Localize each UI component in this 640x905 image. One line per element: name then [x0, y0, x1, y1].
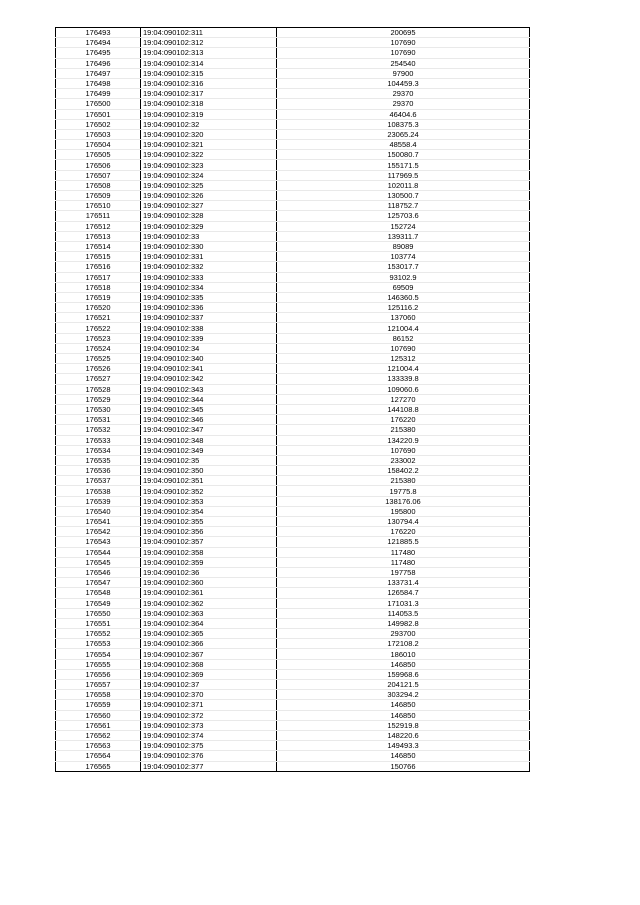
record-id-cell: 176544: [56, 547, 141, 557]
value-cell: 133731.4: [277, 578, 530, 588]
record-id-cell: 176548: [56, 588, 141, 598]
table-row: [56, 89, 530, 99]
table-row: [56, 761, 530, 771]
cadastral-number-cell: 19:04:090102:359: [141, 557, 277, 567]
value-cell: 130794.4: [277, 517, 530, 527]
table-row: [56, 231, 530, 241]
cadastral-number-cell: 19:04:090102:312: [141, 38, 277, 48]
record-id-cell: 176525: [56, 354, 141, 364]
value-cell: 149493.3: [277, 741, 530, 751]
value-cell: 152724: [277, 221, 530, 231]
cadastral-number-cell: 19:04:090102:375: [141, 741, 277, 751]
value-cell: 150080.7: [277, 150, 530, 160]
value-cell: 149982.8: [277, 618, 530, 628]
cadastral-number-cell: 19:04:090102:329: [141, 221, 277, 231]
record-id-cell: 176499: [56, 89, 141, 99]
cadastral-number-cell: 19:04:090102:372: [141, 710, 277, 720]
record-id-cell: 176493: [56, 28, 141, 38]
value-cell: 137060: [277, 313, 530, 323]
value-cell: 107690: [277, 38, 530, 48]
value-cell: 146850: [277, 659, 530, 669]
cadastral-number-cell: 19:04:090102:327: [141, 201, 277, 211]
cadastral-number-cell: 19:04:090102:368: [141, 659, 277, 669]
cadastral-number-cell: 19:04:090102:353: [141, 496, 277, 506]
table-row: [56, 567, 530, 577]
value-cell: 107690: [277, 445, 530, 455]
cadastral-number-cell: 19:04:090102:35: [141, 455, 277, 465]
table-row: [56, 180, 530, 190]
value-cell: 159968.6: [277, 669, 530, 679]
value-cell: 204121.5: [277, 680, 530, 690]
table-row: [56, 425, 530, 435]
value-cell: 29370: [277, 99, 530, 109]
value-cell: 23065.24: [277, 129, 530, 139]
cadastral-number-cell: 19:04:090102:355: [141, 517, 277, 527]
table-row: [56, 404, 530, 414]
value-cell: 48558.4: [277, 140, 530, 150]
cadastral-number-cell: 19:04:090102:351: [141, 476, 277, 486]
value-cell: 153017.7: [277, 262, 530, 272]
cadastral-number-cell: 19:04:090102:337: [141, 313, 277, 323]
value-cell: 158402.2: [277, 466, 530, 476]
record-id-cell: 176562: [56, 730, 141, 740]
record-id-cell: 176546: [56, 567, 141, 577]
table-row: [56, 374, 530, 384]
table-row: [56, 252, 530, 262]
cadastral-number-cell: 19:04:090102:376: [141, 751, 277, 761]
value-cell: 125703.6: [277, 211, 530, 221]
cadastral-number-cell: 19:04:090102:370: [141, 690, 277, 700]
value-cell: 69509: [277, 282, 530, 292]
cadastral-number-cell: 19:04:090102:338: [141, 323, 277, 333]
table-row: [56, 354, 530, 364]
table-row: [56, 506, 530, 516]
value-cell: 97900: [277, 68, 530, 78]
value-cell: 195800: [277, 506, 530, 516]
table-row: [56, 557, 530, 567]
cadastral-number-cell: 19:04:090102:374: [141, 730, 277, 740]
cadastral-number-cell: 19:04:090102:345: [141, 404, 277, 414]
record-id-cell: 176533: [56, 435, 141, 445]
cadastral-number-cell: 19:04:090102:369: [141, 669, 277, 679]
record-id-cell: 176501: [56, 109, 141, 119]
table-row: [56, 588, 530, 598]
cadastral-number-cell: 19:04:090102:344: [141, 394, 277, 404]
table-row: [56, 537, 530, 547]
cadastral-number-cell: 19:04:090102:348: [141, 435, 277, 445]
value-cell: 155171.5: [277, 160, 530, 170]
table-row: [56, 150, 530, 160]
cadastral-number-cell: 19:04:090102:332: [141, 262, 277, 272]
table-row: [56, 303, 530, 313]
value-cell: 303294.2: [277, 690, 530, 700]
record-id-cell: 176520: [56, 303, 141, 313]
cadastral-number-cell: 19:04:090102:362: [141, 598, 277, 608]
value-cell: 121885.5: [277, 537, 530, 547]
table-row: [56, 659, 530, 669]
value-cell: 197758: [277, 567, 530, 577]
record-id-cell: 176553: [56, 639, 141, 649]
cadastral-number-cell: 19:04:090102:346: [141, 415, 277, 425]
table-row: [56, 78, 530, 88]
table-row: [56, 578, 530, 588]
value-cell: 108375.3: [277, 119, 530, 129]
value-cell: 114053.5: [277, 608, 530, 618]
table-row: [56, 608, 530, 618]
value-cell: 215380: [277, 476, 530, 486]
value-cell: 89089: [277, 241, 530, 251]
cadastral-number-cell: 19:04:090102:324: [141, 170, 277, 180]
record-id-cell: 176555: [56, 659, 141, 669]
cadastral-number-cell: 19:04:090102:358: [141, 547, 277, 557]
cadastral-number-cell: 19:04:090102:347: [141, 425, 277, 435]
record-id-cell: 176498: [56, 78, 141, 88]
cadastral-number-cell: 19:04:090102:364: [141, 618, 277, 628]
record-id-cell: 176507: [56, 170, 141, 180]
cadastral-number-cell: 19:04:090102:350: [141, 466, 277, 476]
value-cell: 103774: [277, 252, 530, 262]
value-cell: 150766: [277, 761, 530, 771]
cadastral-number-cell: 19:04:090102:326: [141, 191, 277, 201]
value-cell: 104459.3: [277, 78, 530, 88]
cadastral-number-cell: 19:04:090102:316: [141, 78, 277, 88]
record-id-cell: 176552: [56, 629, 141, 639]
value-cell: 146850: [277, 751, 530, 761]
record-id-cell: 176513: [56, 231, 141, 241]
record-id-cell: 176527: [56, 374, 141, 384]
value-cell: 146360.5: [277, 292, 530, 302]
table-row: [56, 690, 530, 700]
record-id-cell: 176526: [56, 364, 141, 374]
record-id-cell: 176502: [56, 119, 141, 129]
cadastral-number-cell: 19:04:090102:33: [141, 231, 277, 241]
value-cell: 109060.6: [277, 384, 530, 394]
cadastral-number-cell: 19:04:090102:363: [141, 608, 277, 618]
table-row: [56, 272, 530, 282]
table-row: [56, 119, 530, 129]
table-row: [56, 109, 530, 119]
value-cell: 176220: [277, 415, 530, 425]
value-cell: 172108.2: [277, 639, 530, 649]
record-id-cell: 176541: [56, 517, 141, 527]
value-cell: 134220.9: [277, 435, 530, 445]
record-id-cell: 176496: [56, 58, 141, 68]
record-id-cell: 176514: [56, 241, 141, 251]
cadastral-number-cell: 19:04:090102:361: [141, 588, 277, 598]
cadastral-number-cell: 19:04:090102:32: [141, 119, 277, 129]
cadastral-number-cell: 19:04:090102:318: [141, 99, 277, 109]
value-cell: 138176.06: [277, 496, 530, 506]
record-id-cell: 176564: [56, 751, 141, 761]
record-id-cell: 176516: [56, 262, 141, 272]
table-row: [56, 28, 530, 38]
cadastral-number-cell: 19:04:090102:336: [141, 303, 277, 313]
table-row: [56, 700, 530, 710]
table-row: [56, 333, 530, 343]
record-id-cell: 176540: [56, 506, 141, 516]
table-row: [56, 241, 530, 251]
table-row: [56, 99, 530, 109]
data-table: [55, 27, 530, 772]
cadastral-number-cell: 19:04:090102:321: [141, 140, 277, 150]
cadastral-number-cell: 19:04:090102:340: [141, 354, 277, 364]
record-id-cell: 176528: [56, 384, 141, 394]
record-id-cell: 176545: [56, 557, 141, 567]
value-cell: 121004.4: [277, 323, 530, 333]
table-row: [56, 547, 530, 557]
record-id-cell: 176509: [56, 191, 141, 201]
table-row: [56, 455, 530, 465]
cadastral-number-cell: 19:04:090102:330: [141, 241, 277, 251]
table-row: [56, 384, 530, 394]
value-cell: 233002: [277, 455, 530, 465]
value-cell: 46404.6: [277, 109, 530, 119]
table-row: [56, 435, 530, 445]
value-cell: 29370: [277, 89, 530, 99]
value-cell: 19775.8: [277, 486, 530, 496]
table-row: [56, 751, 530, 761]
record-id-cell: 176519: [56, 292, 141, 302]
cadastral-number-cell: 19:04:090102:349: [141, 445, 277, 455]
value-cell: 125116.2: [277, 303, 530, 313]
record-id-cell: 176521: [56, 313, 141, 323]
table-row: [56, 160, 530, 170]
table-row: [56, 191, 530, 201]
table-row: [56, 598, 530, 608]
table-row: [56, 343, 530, 353]
record-id-cell: 176538: [56, 486, 141, 496]
cadastral-number-cell: 19:04:090102:328: [141, 211, 277, 221]
record-id-cell: 176522: [56, 323, 141, 333]
table-row: [56, 211, 530, 221]
table-row: [56, 517, 530, 527]
value-cell: 127270: [277, 394, 530, 404]
value-cell: 293700: [277, 629, 530, 639]
record-id-cell: 176504: [56, 140, 141, 150]
cadastral-number-cell: 19:04:090102:323: [141, 160, 277, 170]
table-row: [56, 741, 530, 751]
table-row: [56, 58, 530, 68]
cadastral-number-cell: 19:04:090102:334: [141, 282, 277, 292]
table-row: [56, 720, 530, 730]
record-id-cell: 176515: [56, 252, 141, 262]
value-cell: 130500.7: [277, 191, 530, 201]
table-row: [56, 486, 530, 496]
table-row: [56, 629, 530, 639]
cadastral-number-cell: 19:04:090102:317: [141, 89, 277, 99]
table-row: [56, 201, 530, 211]
record-id-cell: 176530: [56, 404, 141, 414]
record-id-cell: 176532: [56, 425, 141, 435]
cadastral-number-cell: 19:04:090102:322: [141, 150, 277, 160]
value-cell: 107690: [277, 343, 530, 353]
cadastral-number-cell: 19:04:090102:320: [141, 129, 277, 139]
table-row: [56, 415, 530, 425]
value-cell: 86152: [277, 333, 530, 343]
cadastral-number-cell: 19:04:090102:354: [141, 506, 277, 516]
record-id-cell: 176536: [56, 466, 141, 476]
value-cell: 117480: [277, 547, 530, 557]
cadastral-number-cell: 19:04:090102:315: [141, 68, 277, 78]
record-id-cell: 176500: [56, 99, 141, 109]
cadastral-number-cell: 19:04:090102:377: [141, 761, 277, 771]
table-row: [56, 262, 530, 272]
record-id-cell: 176518: [56, 282, 141, 292]
record-id-cell: 176561: [56, 720, 141, 730]
table-row: [56, 476, 530, 486]
value-cell: 93102.9: [277, 272, 530, 282]
table-row: [56, 38, 530, 48]
value-cell: 118752.7: [277, 201, 530, 211]
cadastral-number-cell: 19:04:090102:373: [141, 720, 277, 730]
value-cell: 117480: [277, 557, 530, 567]
table-row: [56, 129, 530, 139]
table-row: [56, 48, 530, 58]
cadastral-number-cell: 19:04:090102:313: [141, 48, 277, 58]
table-row: [56, 221, 530, 231]
record-id-cell: 176531: [56, 415, 141, 425]
value-cell: 200695: [277, 28, 530, 38]
cadastral-number-cell: 19:04:090102:339: [141, 333, 277, 343]
cadastral-number-cell: 19:04:090102:319: [141, 109, 277, 119]
data-table-body: [56, 28, 530, 772]
cadastral-number-cell: 19:04:090102:357: [141, 537, 277, 547]
table-row: [56, 669, 530, 679]
value-cell: 215380: [277, 425, 530, 435]
table-row: [56, 527, 530, 537]
cadastral-number-cell: 19:04:090102:314: [141, 58, 277, 68]
value-cell: 152919.8: [277, 720, 530, 730]
record-id-cell: 176554: [56, 649, 141, 659]
cadastral-number-cell: 19:04:090102:36: [141, 567, 277, 577]
record-id-cell: 176539: [56, 496, 141, 506]
record-id-cell: 176535: [56, 455, 141, 465]
value-cell: 126584.7: [277, 588, 530, 598]
record-id-cell: 176558: [56, 690, 141, 700]
record-id-cell: 176523: [56, 333, 141, 343]
value-cell: 176220: [277, 527, 530, 537]
record-id-cell: 176559: [56, 700, 141, 710]
table-row: [56, 313, 530, 323]
value-cell: 121004.4: [277, 364, 530, 374]
cadastral-number-cell: 19:04:090102:371: [141, 700, 277, 710]
cadastral-number-cell: 19:04:090102:37: [141, 680, 277, 690]
record-id-cell: 176508: [56, 180, 141, 190]
record-id-cell: 176557: [56, 680, 141, 690]
record-id-cell: 176503: [56, 129, 141, 139]
record-id-cell: 176551: [56, 618, 141, 628]
table-row: [56, 292, 530, 302]
value-cell: 125312: [277, 354, 530, 364]
cadastral-number-cell: 19:04:090102:343: [141, 384, 277, 394]
record-id-cell: 176495: [56, 48, 141, 58]
cadastral-number-cell: 19:04:090102:360: [141, 578, 277, 588]
value-cell: 102011.8: [277, 180, 530, 190]
table-row: [56, 496, 530, 506]
record-id-cell: 176524: [56, 343, 141, 353]
record-id-cell: 176563: [56, 741, 141, 751]
table-row: [56, 282, 530, 292]
record-id-cell: 176549: [56, 598, 141, 608]
record-id-cell: 176510: [56, 201, 141, 211]
value-cell: 146850: [277, 710, 530, 720]
record-id-cell: 176543: [56, 537, 141, 547]
cadastral-number-cell: 19:04:090102:352: [141, 486, 277, 496]
record-id-cell: 176547: [56, 578, 141, 588]
record-id-cell: 176517: [56, 272, 141, 282]
record-id-cell: 176550: [56, 608, 141, 618]
cadastral-number-cell: 19:04:090102:367: [141, 649, 277, 659]
record-id-cell: 176505: [56, 150, 141, 160]
table-row: [56, 649, 530, 659]
cadastral-number-cell: 19:04:090102:333: [141, 272, 277, 282]
record-id-cell: 176512: [56, 221, 141, 231]
table-row: [56, 466, 530, 476]
table-row: [56, 364, 530, 374]
cadastral-number-cell: 19:04:090102:34: [141, 343, 277, 353]
record-id-cell: 176529: [56, 394, 141, 404]
cadastral-number-cell: 19:04:090102:341: [141, 364, 277, 374]
cadastral-number-cell: 19:04:090102:356: [141, 527, 277, 537]
cadastral-number-cell: 19:04:090102:342: [141, 374, 277, 384]
table-row: [56, 394, 530, 404]
record-id-cell: 176506: [56, 160, 141, 170]
table-row: [56, 710, 530, 720]
record-id-cell: 176534: [56, 445, 141, 455]
record-id-cell: 176556: [56, 669, 141, 679]
value-cell: 117969.5: [277, 170, 530, 180]
record-id-cell: 176497: [56, 68, 141, 78]
value-cell: 171031.3: [277, 598, 530, 608]
value-cell: 144108.8: [277, 404, 530, 414]
record-id-cell: 176537: [56, 476, 141, 486]
table-row: [56, 618, 530, 628]
value-cell: 148220.6: [277, 730, 530, 740]
cadastral-number-cell: 19:04:090102:365: [141, 629, 277, 639]
table-row: [56, 730, 530, 740]
record-id-cell: 176542: [56, 527, 141, 537]
table-row: [56, 170, 530, 180]
cadastral-number-cell: 19:04:090102:331: [141, 252, 277, 262]
record-id-cell: 176494: [56, 38, 141, 48]
value-cell: 139311.7: [277, 231, 530, 241]
table-row: [56, 68, 530, 78]
value-cell: 254540: [277, 58, 530, 68]
record-id-cell: 176560: [56, 710, 141, 720]
cadastral-number-cell: 19:04:090102:311: [141, 28, 277, 38]
value-cell: 146850: [277, 700, 530, 710]
value-cell: 133339.8: [277, 374, 530, 384]
table-row: [56, 639, 530, 649]
record-id-cell: 176565: [56, 761, 141, 771]
table-row: [56, 323, 530, 333]
value-cell: 186010: [277, 649, 530, 659]
cadastral-number-cell: 19:04:090102:366: [141, 639, 277, 649]
cadastral-number-cell: 19:04:090102:325: [141, 180, 277, 190]
record-id-cell: 176511: [56, 211, 141, 221]
table-row: [56, 680, 530, 690]
table-row: [56, 140, 530, 150]
value-cell: 107690: [277, 48, 530, 58]
table-row: [56, 445, 530, 455]
cadastral-number-cell: 19:04:090102:335: [141, 292, 277, 302]
